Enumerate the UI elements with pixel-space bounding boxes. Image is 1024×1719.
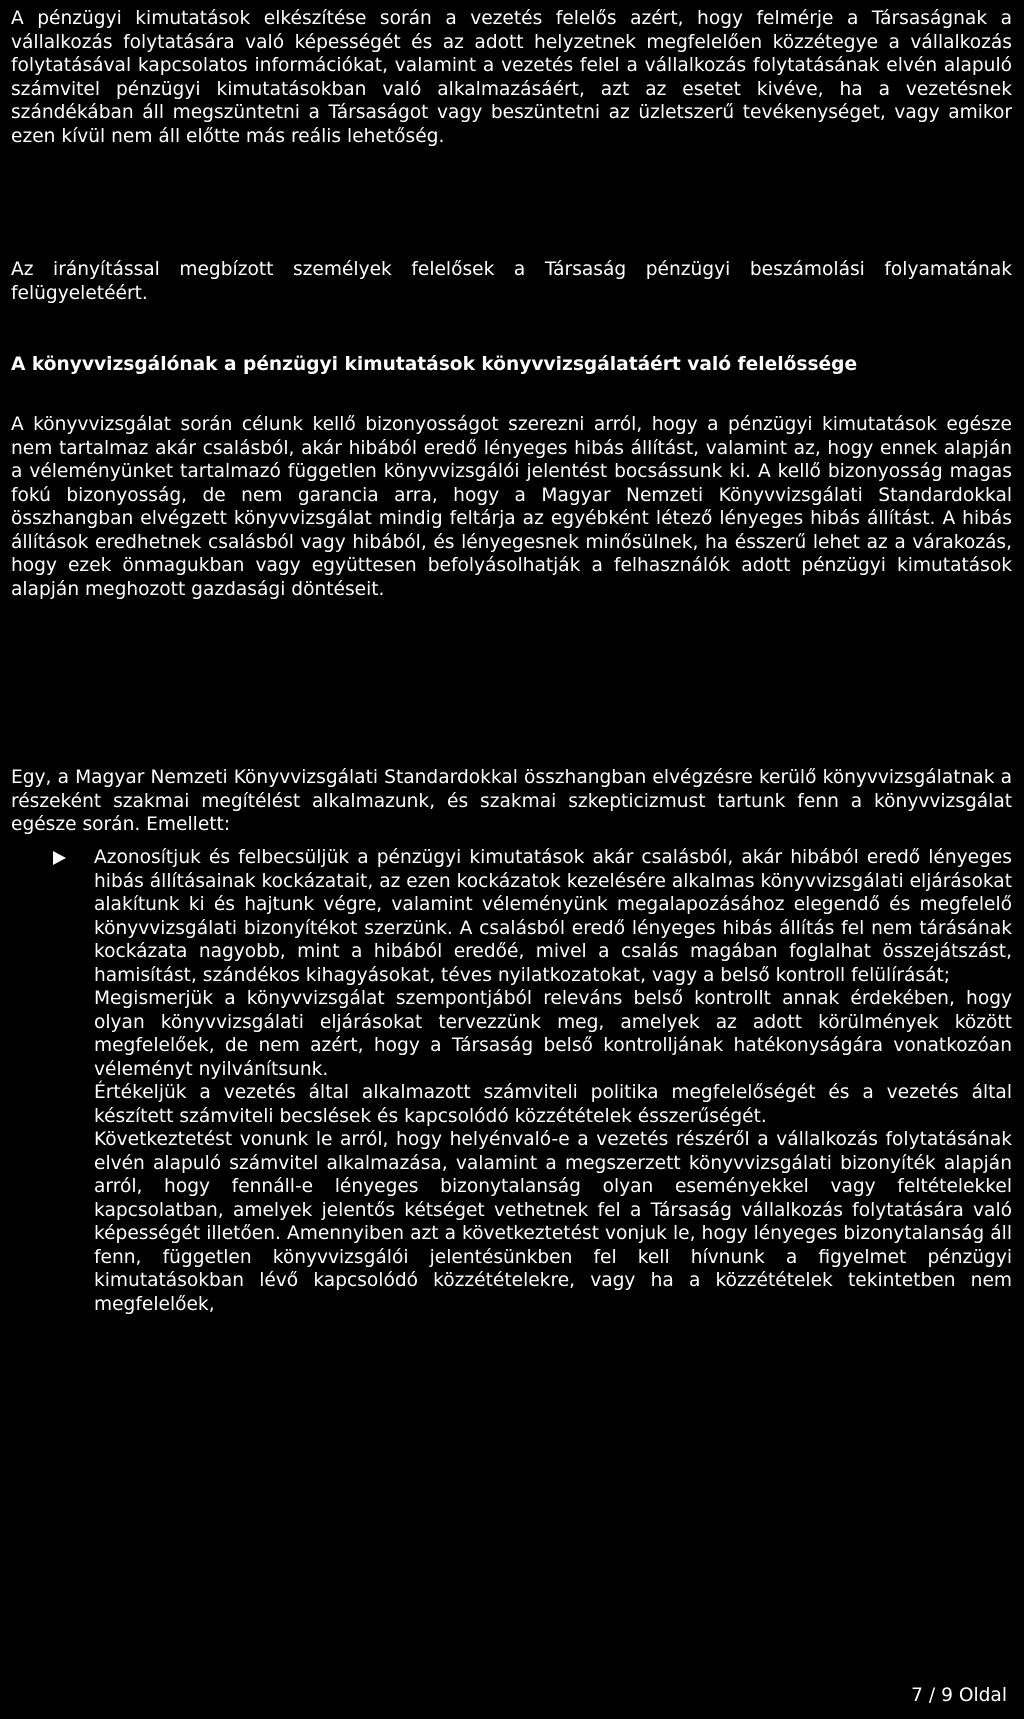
- page-number: 7 / 9 Oldal: [911, 1684, 1007, 1706]
- governance-paragraph: Az irányítással megbízott személyek felelősek a Társaság pénzügyi beszámolási folyamatának felügyeletéért.: [11, 259, 1012, 304]
- list-item-text: Megismerjük a könyvvizsgálat szempontjából releváns belső kontrollt annak érdekében, hogy olyan könyvvizsgálati eljárásokat tervezzünk meg, amelyek az adott körülmények között megfelelőek, de nem azért, hogy a Társaság belső kontrolljának hatékonyságára vonatkozóan véleményt nyilvánítsunk.: [94, 988, 1012, 1080]
- list-item-text: Értékeljük a vezetés által alkalmazott számviteli politika megfelelőségét és a vezetés által készített számviteli becslések és kapcsolódó közzétételek ésszerűségét.: [94, 1082, 1012, 1127]
- audit-approach-paragraph: Egy, a Magyar Nemzeti Könyvvizsgálati Standardokkal összhangban elvégzésre kerülő könyvvizsgálatnak a részeként szakmai megítélést alkalmazunk, és szakmai szkepticizmust tartunk fenn a könyvvizsgálat egésze során. Emellett:: [11, 767, 1012, 835]
- list-item-text: Következtetést vonunk le arról, hogy helyénvaló-e a vezetés részéről a vállalkozás folytatásának elvén alapuló számvitel alkalmazása, valamint a megszerzett könyvvizsgálati bizonyíték alapján arról, hogy fennáll-e lényeges bizonytalanság olyan eseményekkel vagy feltételekkel kapcsolatban, amelyek jelentős kétséget vethetnek fel a Társaság vállalkozás folytatására való képességét illetően. Amennyiben azt a következtetést vonjuk le, hogy lényeges bizonytalanság áll fenn, független könyvvizsgálói jelentésünkben fel kell hívnunk a figyelmet pénzügyi kimutatásokban lévő kapcsolódó közzétételekre, vagy ha a közzétételek tekintetben nem megfelelőek,: [94, 1129, 1012, 1315]
- arrow-bullet-icon: [53, 851, 66, 865]
- list-item: [11, 846, 1012, 987]
- list-item: [11, 1128, 1012, 1316]
- section-heading: A könyvvizsgálónak a pénzügyi kimutatások könyvvizsgálatáért való felelőssége: [11, 354, 858, 375]
- procedure-list: [11, 846, 1012, 1316]
- list-item: [11, 987, 1012, 1081]
- going-concern-paragraph: A pénzügyi kimutatások elkészítése során a vezetés felelős azért, hogy felmérje a Társaságnak a vállalkozás folytatására való képességét és az adott helyzetnek megfelelően közzétegye a vállalkozás folytatásával kapcsolatos információkat, valamint a vezetés felel a vállalkozás folytatásának elvén alapuló számvitel pénzügyi kimutatásokban való alkalmazásáért, azt az esetet kivéve, ha a vezetésnek szándékában áll megszüntetni a Társaságot vagy beszüntetni az üzletszerű tevékenységet, vagy amikor ezen kívül nem áll előtte más reális lehetőség.: [11, 8, 1012, 147]
- list-item-text: Azonosítjuk és felbecsüljük a pénzügyi kimutatások akár csalásból, akár hibából eredő lényeges hibás állításainak kockázatait, az ezen kockázatok kezelésére alkalmas könyvvizsgálati eljárásokat alakítunk ki és hajtunk végre, valamint véleményünk megalapozásához elegendő és megfelelő könyvvizsgálati bizonyítékot szerzünk. A csalásból eredő lényeges hibás állítás fel nem tárásának kockázata nagyobb, mint a hibából eredőé, mivel a csalás magában foglalhat összejátszást, hamisítást, szándékos kihagyásokat, téves nyilatkozatokat, vagy a belső kontroll felülírását;: [94, 847, 1012, 986]
- list-item: [11, 1081, 1012, 1128]
- audit-objective-paragraph: A könyvvizsgálat során célunk kellő bizonyosságot szerezni arról, hogy a pénzügyi kimutatások egésze nem tartalmaz akár csalásból, akár hibából eredő lényeges hibás állítást, valamint az, hogy ennek alapján a véleményünket tartalmazó független könyvvizsgálói jelentést bocsássunk ki. A kellő bizonyosság magas fokú bizonyosság, de nem garancia arra, hogy a Magyar Nemzeti Könyvvizsgálati Standardokkal összhangban elvégzett könyvvizsgálat mindig feltárja az egyébként létező lényeges hibás állítást. A hibás állítások eredhetnek csalásból vagy hibából, és lényegesnek minősülnek, ha ésszerű lehet az a várakozás, hogy ezek önmagukban vagy együttesen befolyásolhatják a felhasználók adott pénzügyi kimutatások alapján meghozott gazdasági döntéseit.: [11, 414, 1012, 600]
